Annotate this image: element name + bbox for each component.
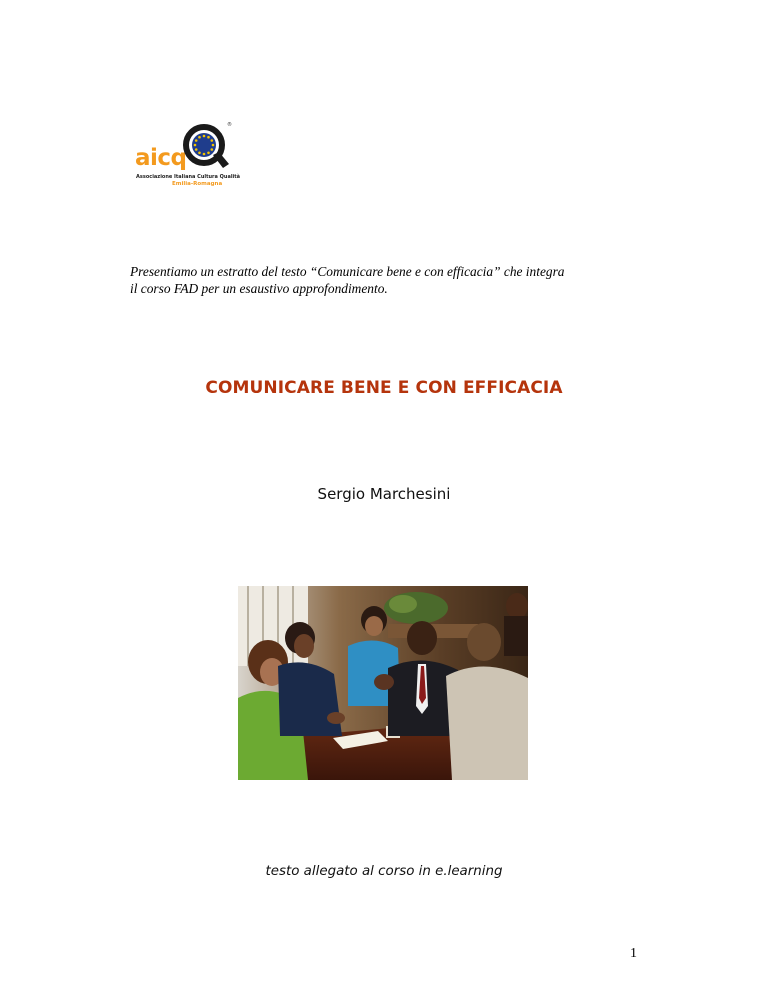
logo-q-icon xyxy=(183,124,233,174)
logo-association-name: Associazione Italiana Cultura Qualità xyxy=(136,174,241,180)
logo-registered-mark: ® xyxy=(227,122,232,128)
caption-text: testo allegato al corso in e.learning xyxy=(265,864,503,879)
logo-region: Emilia-Romagna xyxy=(172,181,223,187)
author-name: Sergio Marchesini xyxy=(317,485,451,503)
logo-wordmark: aicq xyxy=(135,145,187,171)
document-title: COMUNICARE BENE E CON EFFICACIA xyxy=(205,378,563,398)
meeting-photo xyxy=(238,586,528,780)
page-number: 1 xyxy=(630,946,637,961)
aicq-logo xyxy=(133,124,245,194)
intro-line-2: il corso FAD per un esaustivo approfondimento. xyxy=(130,281,388,296)
intro-line-1: Presentiamo un estratto del testo “Comunicare bene e con efficacia” che integra xyxy=(130,264,565,279)
intro-paragraph xyxy=(130,263,650,297)
